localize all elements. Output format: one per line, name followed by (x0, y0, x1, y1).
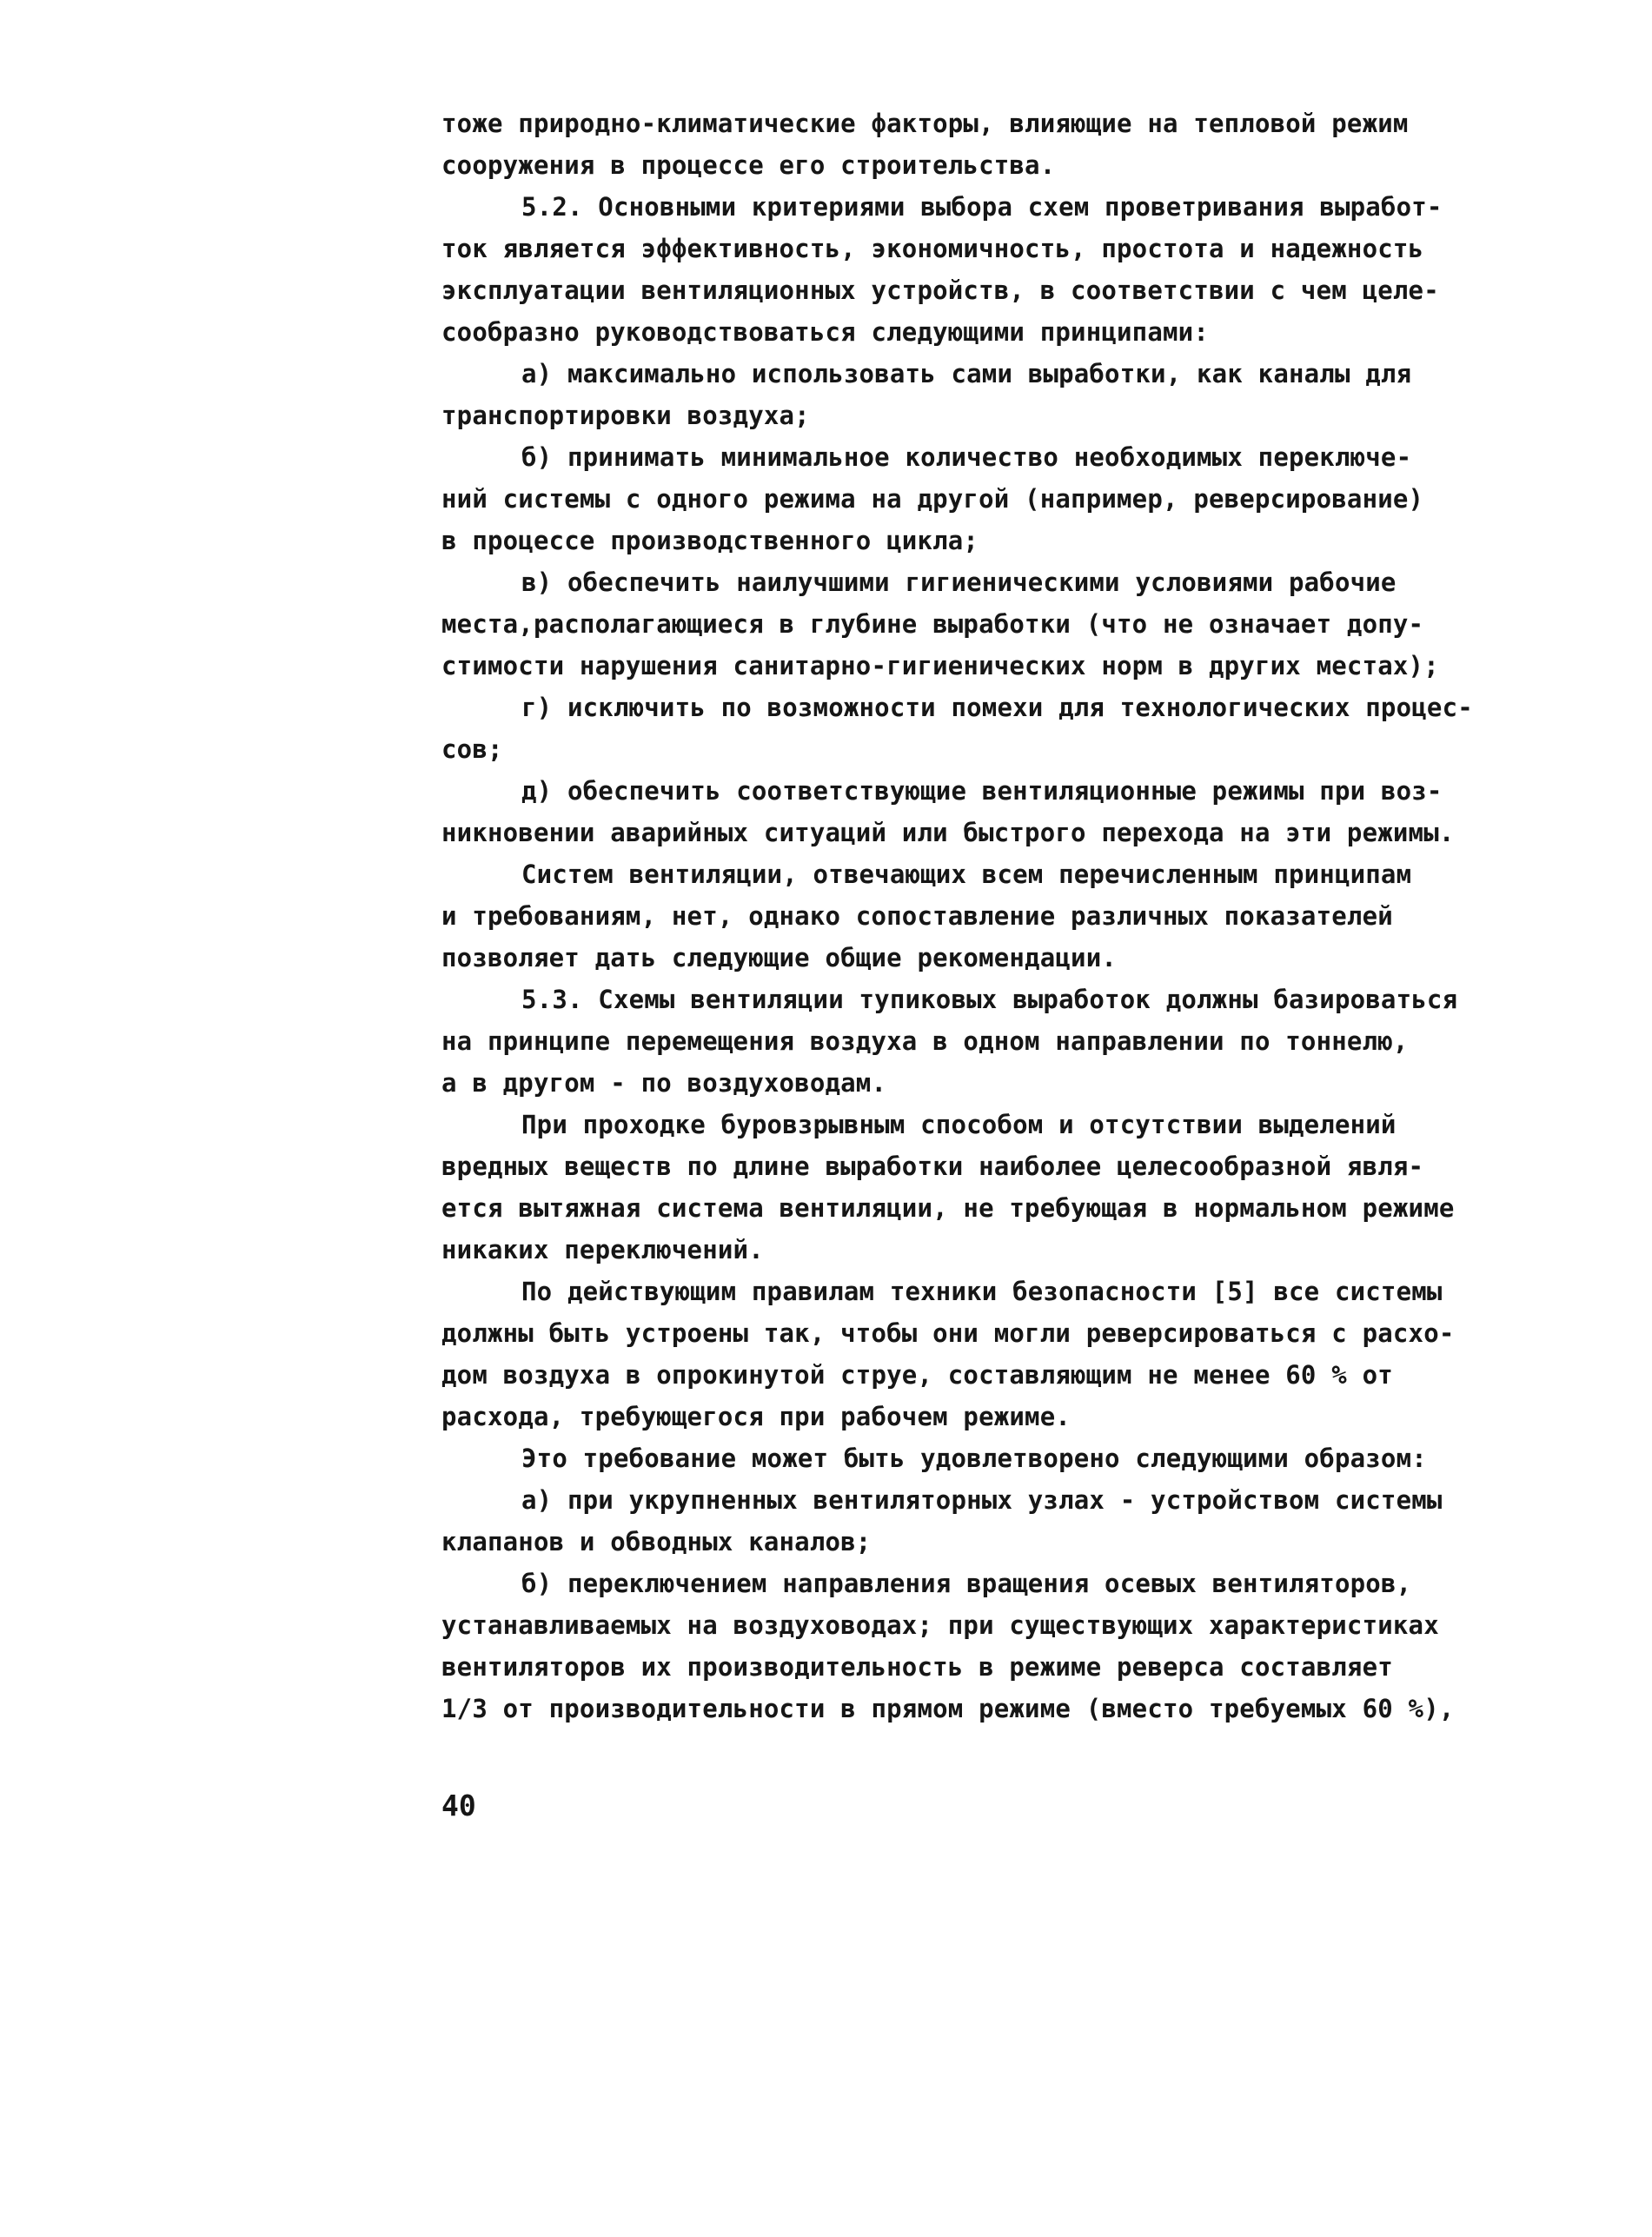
text-line: никаких переключений. (441, 1235, 764, 1265)
text-line: д) обеспечить соответствующие вентиляционные режимы при воз- (521, 776, 1443, 806)
text-line: на принципе перемещения воздуха в одном направлении по тоннелю, (441, 1026, 1409, 1056)
text-line: а в другом - по воздуховодам. (441, 1068, 887, 1098)
text-line: должны быть устроены так, чтобы они могли реверсироваться с расхо- (441, 1318, 1455, 1348)
text-line: ний системы с одного режима на другой (например, реверсирование) (441, 484, 1424, 514)
text-line: Систем вентиляции, отвечающих всем перечисленным принципам (521, 860, 1412, 889)
text-line: б) переключением направления вращения осевых вентиляторов, (521, 1569, 1412, 1598)
text-line: а) при укрупненных вентиляторных узлах - устройством системы (521, 1485, 1443, 1515)
text-line: эксплуатации вентиляционных устройств, в соответствии с чем целе- (441, 275, 1439, 305)
text-line: расхода, требующегося при рабочем режиме. (441, 1402, 1071, 1431)
text-line: ется вытяжная система вентиляции, не требующая в нормальном режиме (441, 1193, 1455, 1223)
text-line: никновении аварийных ситуаций или быстрого перехода на эти режимы. (441, 818, 1455, 847)
text-line: При проходке буровзрывным способом и отсутствии выделений (521, 1110, 1397, 1139)
text-line: вентиляторов их производительность в режиме реверса составляет (441, 1652, 1393, 1682)
text-line: устанавливаемых на воздуховодах; при существующих характеристиках (441, 1610, 1439, 1640)
text-line: 1/3 от производительности в прямом режиме (вместо требуемых 60 %), (441, 1694, 1455, 1723)
text-line: стимости нарушения санитарно-гигиенических норм в других местах); (441, 651, 1439, 680)
text-line: б) принимать минимальное количество необходимых переключе- (521, 442, 1412, 472)
text-line: Это требование может быть удовлетворено следующими образом: (521, 1444, 1427, 1473)
text-line: в процессе производственного цикла; (441, 526, 979, 555)
text-line: дом воздуха в опрокинутой струе, составляющим не менее 60 % от (441, 1360, 1393, 1390)
text-line: г) исключить по возможности помехи для технологических процес- (521, 693, 1473, 722)
text-line: и требованиям, нет, однако сопоставление различных показателей (441, 901, 1393, 931)
page-number: 40 (441, 1789, 476, 1822)
text-line: 5.2. Основными критериями выбора схем проветривания выработ- (521, 192, 1443, 222)
text-line: а) максимально использовать сами выработки, как каналы для (521, 359, 1412, 388)
text-line: места,располагающиеся в глубине выработки (что не означает допу- (441, 609, 1424, 639)
text-line: в) обеспечить наилучшими гигиеническими условиями рабочие (521, 568, 1397, 597)
text-line: тоже природно-климатические факторы, влияющие на тепловой режим (441, 109, 1409, 138)
text-line: клапанов и обводных каналов; (441, 1527, 872, 1557)
text-line: 5.3. Схемы вентиляции тупиковых выработок должны базироваться (521, 985, 1458, 1014)
body-text (441, 103, 1580, 1729)
text-line: сов; (441, 734, 503, 764)
text-line: сооружения в процессе его строительства. (441, 150, 1056, 180)
text-line: ток является эффективность, экономичность, простота и надежность (441, 234, 1424, 263)
text-line: позволяет дать следующие общие рекомендации. (441, 943, 1118, 972)
text-line: По действующим правилам техники безопасности [5] все системы (521, 1277, 1443, 1306)
text-line: сообразно руководствоваться следующими принципами: (441, 317, 1209, 347)
text-line: вредных веществ по длине выработки наиболее целесообразной явля- (441, 1152, 1424, 1181)
text-line: транспортировки воздуха; (441, 401, 810, 430)
